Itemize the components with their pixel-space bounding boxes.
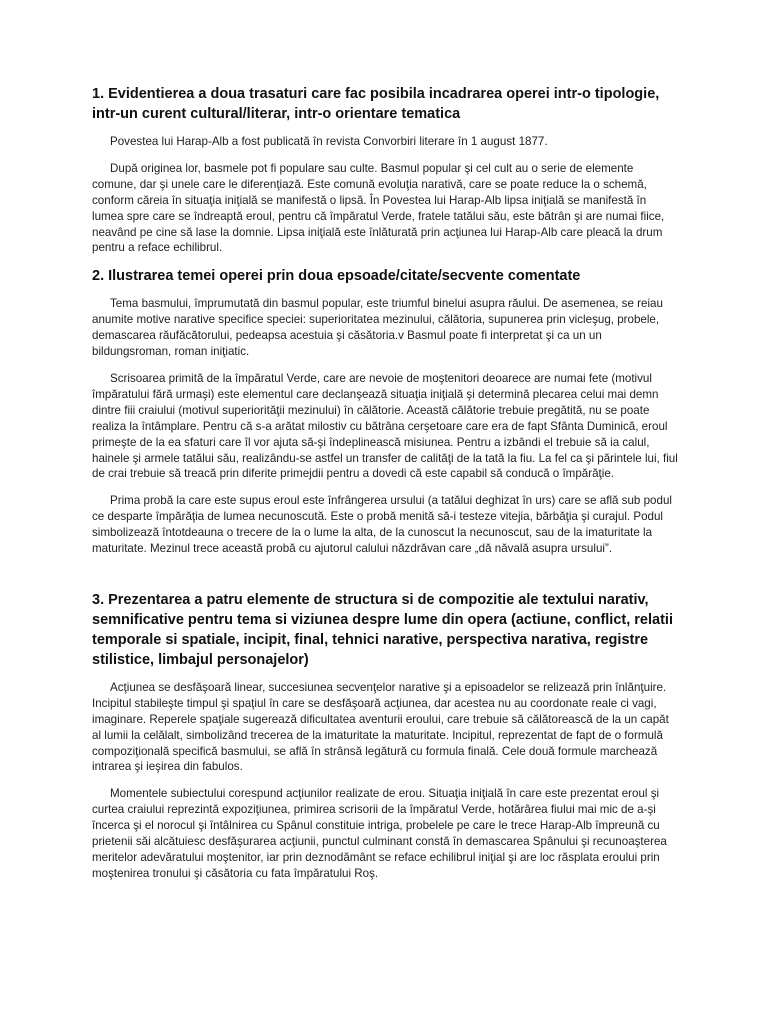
section-2-paragraph-1: Tema basmului, împrumutată din basmul popular, este triumful binelui asupra răului. De asemenea, se reiau anumite motive narative specifice speciei: superioritatea mezinului, călătoria, supunerea prin vicleşug, probele, demascarea răufăcătorului, pedeapsa acestuia şi căsătoria.v Basmul poate fi interpretat şi ca un un bildungsroman, roman iniţiatic.	[92, 297, 663, 359]
section-2-heading: 2. Ilustrarea temei operei prin doua epsoade/citate/secvente comentate	[92, 268, 581, 285]
section-3-heading: 3. Prezentarea a patru elemente de structura si de compozitie ale textului narativ, semnificative pentru tema si viziunea despre lume din opera (actiune, conflict, relatii temporale si spatiale, incipit, final, tehnici narative, perspectiva narativa, registre stilistice, limbajul personajelor)	[92, 591, 673, 668]
section-1-paragraph-1: Povestea lui Harap-Alb a fost publicată în revista Convorbiri literare în 1 august 1877.	[110, 135, 548, 148]
document-body	[92, 84, 680, 882]
section-1-paragraph-2: După originea lor, basmele pot fi populare sau culte. Basmul popular şi cel cult au o serie de elemente comune, dar şi unele care le diferenţiază. Este comună evoluţia narativă, care se poate reduce la o schemă, conform căreia în situaţia iniţială se manifestă o lipsă. În Povestea lui Harap-Alb lipsa iniţială se manifestă în lumea spre care se îndreaptă eroul, pentru că împăratul Verde, fratele tatălui său, este bătrân şi are numai fiice, neavând pe cine să lase la domnie. Lipsa iniţială este înlăturată prin acţiunea lui Harap-Alb care pleacă la drum pentru a reface echilibrul.	[92, 161, 665, 255]
section-3-paragraph-1: Acţiunea se desfăşoară linear, succesiunea secvenţelor narative şi a episoadelor se relizează prin înlănţuire. Incipitul stabileşte timpul şi spaţiul în care se desfăşoară acţiunea, dar acestea nu au coordonate reale ci vagi, imaginare. Reperele spaţiale sugerează dificultatea aventurii eroului, care trebuie să călătorească de la un capăt al lumii la celălalt, simbolizând trecerea de la imaturitate la maturitate. Incipitul, reprezentat de fapt de o formulă compoziţională specifică basmului, se află în strânsă legătură cu formula finală. Cele două formule marchează intrarea şi ieşirea din fabulos.	[92, 680, 669, 774]
section-2-paragraph-3: Prima probă la care este supus eroul este înfrângerea ursului (a tatălui deghizat în urs) care se află sub podul ce desparte împărăţia de lumea necunoscută. Este o probă menită să-i testeze vitejia, bărbăţia şi curajul. Podul simbolizează întotdeauna o trecere de la o lume la alta, de la cunoscut la necunoscut, sau de la imaturitate la maturitate. Mezinul trece această probă cu ajutorul calului năzdrăvan care „dă năvală asupra ursului”.	[92, 494, 672, 556]
section-2-paragraph-2: Scrisoarea primită de la împăratul Verde, care are nevoie de moştenitori deoarece are numai fete (motivul împăratului fără urmaşi) este elementul care declanşează situaţia iniţială şi determină plecarea celui mai demn dintre fiii craiului (motivul superiorităţii mezinului) în călătorie. Această călătorie trebuie pregătită, nu se poate realiza la întâmplare. Pentru că s-a arătat milostiv cu bătrâna cerşetoare care era de fapt Sfânta Duminică, eroul primeşte de la ea sfaturi care îl vor ajuta să-şi îndeplinească misiunea. Pentru a izbândi el trebuie să ia calul, hainele şi armele tatălui său, realizându-se astfel un transfer de calităţi de la tată la fiu. La fel ca şi părintele lui, fiul de crai trebuie să treacă prin diferite primejdii pentru a dovedi că este capabil să conducă o împărăţie.	[92, 371, 678, 481]
section-1-heading: 1. Evidentierea a doua trasaturi care fac posibila incadrarea operei intr-o tipologie, intr-un curent cultural/literar, intr-o orientare tematica	[92, 86, 660, 122]
section-3-paragraph-2: Momentele subiectului corespund acţiunilor realizate de erou. Situaţia iniţială în care este prezentat eroul şi curtea craiului reprezintă expoziţiunea, primirea scrisorii de la împăratul Verde, hotărârea fiului mai mic de a-şi încerca şi el norocul şi întâlnirea cu Spânul constituie intriga, probelele pe care le trece Harap-Alb împreună cu prietenii săi alcătuiesc desfăşurarea acţiunii, punctul culminant constă în demascarea Spânului şi recunoaşterea meritelor adevăratului moştenitor, iar prin deznodământ se reface echilibrul iniţial şi are loc răsplata eroului prin moştenirea tronului şi căsătoria cu fata împăratului Roş.	[92, 787, 667, 880]
